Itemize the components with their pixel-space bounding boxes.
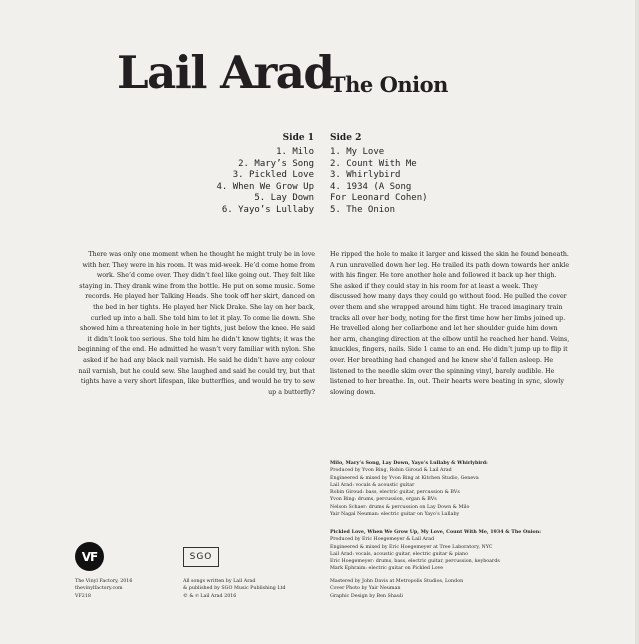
track-item: 6. Yayo’s Lullaby bbox=[221, 204, 314, 215]
label-line: The Vinyl Factory, 2016 bbox=[75, 579, 133, 584]
page-edge bbox=[635, 0, 639, 644]
rights-line: All songs written by Lail Arad bbox=[183, 579, 256, 584]
credits-heading: Milo, Mary’s Song, Lay Down, Yayo’s Lullaby & Whirlybird: bbox=[330, 460, 488, 466]
credit-line: Produced by Yvon Bing, Robin Giroud & Lail Arad bbox=[330, 468, 452, 474]
credit-line: Lail Arad: vocals & acoustic guitar bbox=[330, 482, 415, 488]
track-item: 3. Whirlybird bbox=[330, 170, 401, 181]
rights-line: & published by SGO Music Publishing Ltd bbox=[183, 586, 286, 592]
master-line: Graphic Design by Ben Shauli bbox=[330, 593, 403, 599]
credit-line: Mark Ephraim: electric guitar on Pickled Love bbox=[330, 566, 444, 572]
credit-line: Engineered & mixed by Eric Hoegemeyer at Tree Laboratory, NYC bbox=[330, 544, 493, 550]
rights-line: © & ℗ Lail Arad 2016 bbox=[183, 593, 237, 599]
master-line: Mastered by John Davis at Metropolis Studios, London bbox=[330, 579, 464, 584]
label-line: thevinylfactory.com bbox=[75, 586, 123, 592]
album-title: The Onion bbox=[330, 72, 448, 97]
label-line: VF218 bbox=[75, 593, 91, 599]
rights-info bbox=[183, 578, 286, 600]
artist-name: Lail Arad bbox=[117, 46, 334, 99]
track-item: 4. When We Grow Up bbox=[216, 181, 314, 192]
credit-line: Robin Giroud: bass, electric guitar, percussion & BVs bbox=[330, 490, 460, 496]
track-item: 1. My Love bbox=[330, 147, 385, 157]
track-item: 1. Milo bbox=[276, 147, 314, 157]
track-item: 2. Mary’s Song bbox=[238, 158, 314, 169]
track-item: 5. Lay Down bbox=[254, 193, 314, 204]
vinyl-factory-logo: VF bbox=[75, 542, 104, 571]
side2-heading: Side 2 bbox=[330, 133, 362, 143]
side1-heading: Side 1 bbox=[282, 133, 314, 143]
credit-line: Produced by Eric Hoegemeyer & Lail Arad bbox=[330, 537, 435, 543]
story-left-column: There was only one moment when he thought he might truly be in love with her. They were in his room. It was mid-week. He’d come home from work. She’d come over. They didn’t feel like going out. They felt like staying in. They drank wine from the bottle. He put on some music. Some records. He played her Talking Heads. She took off her skirt, danced on the bed in her tights. He played her Nick Drake. She lay on her back, curled up into a ball. She told him to let it play. To come lie down. She showed him a threatening hole in her tights, just below the knee. He said it didn’t look too serious. She told him he didn’t know tights; it was the beginning of the end. He admitted he wasn’t very familiar with nylon. She asked if he had any black nail varnish. He said he didn’t have any colour nail varnish, but he could sew. She laughed and said he could try, but that tights have a very short lifespan, like butterflies, and would he try to sew up a butterfly? bbox=[77, 251, 315, 396]
master-line: Cover Photo by Yair Neuman bbox=[330, 586, 401, 592]
credit-line: Eric Hoegemeyer: drums, bass, electric guitar, percussion, keyboards bbox=[330, 559, 500, 565]
track-item: 2. Count With Me bbox=[330, 158, 417, 169]
credit-line: Lail Arad: vocals, acoustic guitar, electric guitar & piano bbox=[330, 551, 469, 557]
credit-line: Nelson Schaer: drums & percussion on Lay Down & Milo bbox=[330, 504, 470, 510]
side2-tracklist bbox=[330, 147, 430, 217]
credit-line: Engineered & mixed by Yvon Bing at Kitchen Studio, Geneva bbox=[330, 475, 479, 481]
side1-tracklist bbox=[216, 147, 314, 217]
mastering-info bbox=[330, 578, 463, 600]
credits-block-1 bbox=[330, 460, 570, 518]
story-right-column: He ripped the hole to make it larger and kissed the skin he found beneath. A run unravelled down her leg. He trailed its path down towards her ankle with his finger. He tore another hole and followed it back up her thigh. She asked if they could stay in his room for at least a week. They discussed how many days they could go without food. He pulled the cover over them and she wrapped around him tight. He traced imaginary train tracks all over her body, noting for the first time how her limbs joined up. He travelled along her collarbone and let her shoulder guide him down her arm, changing direction at the elbow until he reached her hand. Veins, knuckles, fingers, nails. Side 1 came to an end. He didn’t jump up to flip it over. Her breathing had changed and he knew she’d fallen asleep. He listened to the needle skim over the spinning vinyl, barely audible. He listened to her breathe. In, out. Their hearts were beating in sync, slowly slowing down. bbox=[330, 251, 570, 396]
credits-block-2 bbox=[330, 529, 570, 573]
credit-line: Yair Nagal Neuman: electric guitar on Yayo’s Lullaby bbox=[330, 512, 460, 518]
credit-line: Yvon Bing: drums, percussion, organ & BVs bbox=[330, 497, 437, 503]
track-item: 5. The Onion bbox=[330, 204, 396, 215]
track-item: 4. 1934 (A Song For Leonard Cohen) bbox=[330, 181, 428, 204]
sgo-logo: SGO bbox=[183, 547, 219, 567]
credits-heading: Pickled Love, When We Grow Up, My Love, Count With Me, 1934 & The Onion: bbox=[330, 529, 541, 535]
track-item: 3. Pickled Love bbox=[232, 170, 314, 181]
label-info bbox=[75, 578, 132, 600]
